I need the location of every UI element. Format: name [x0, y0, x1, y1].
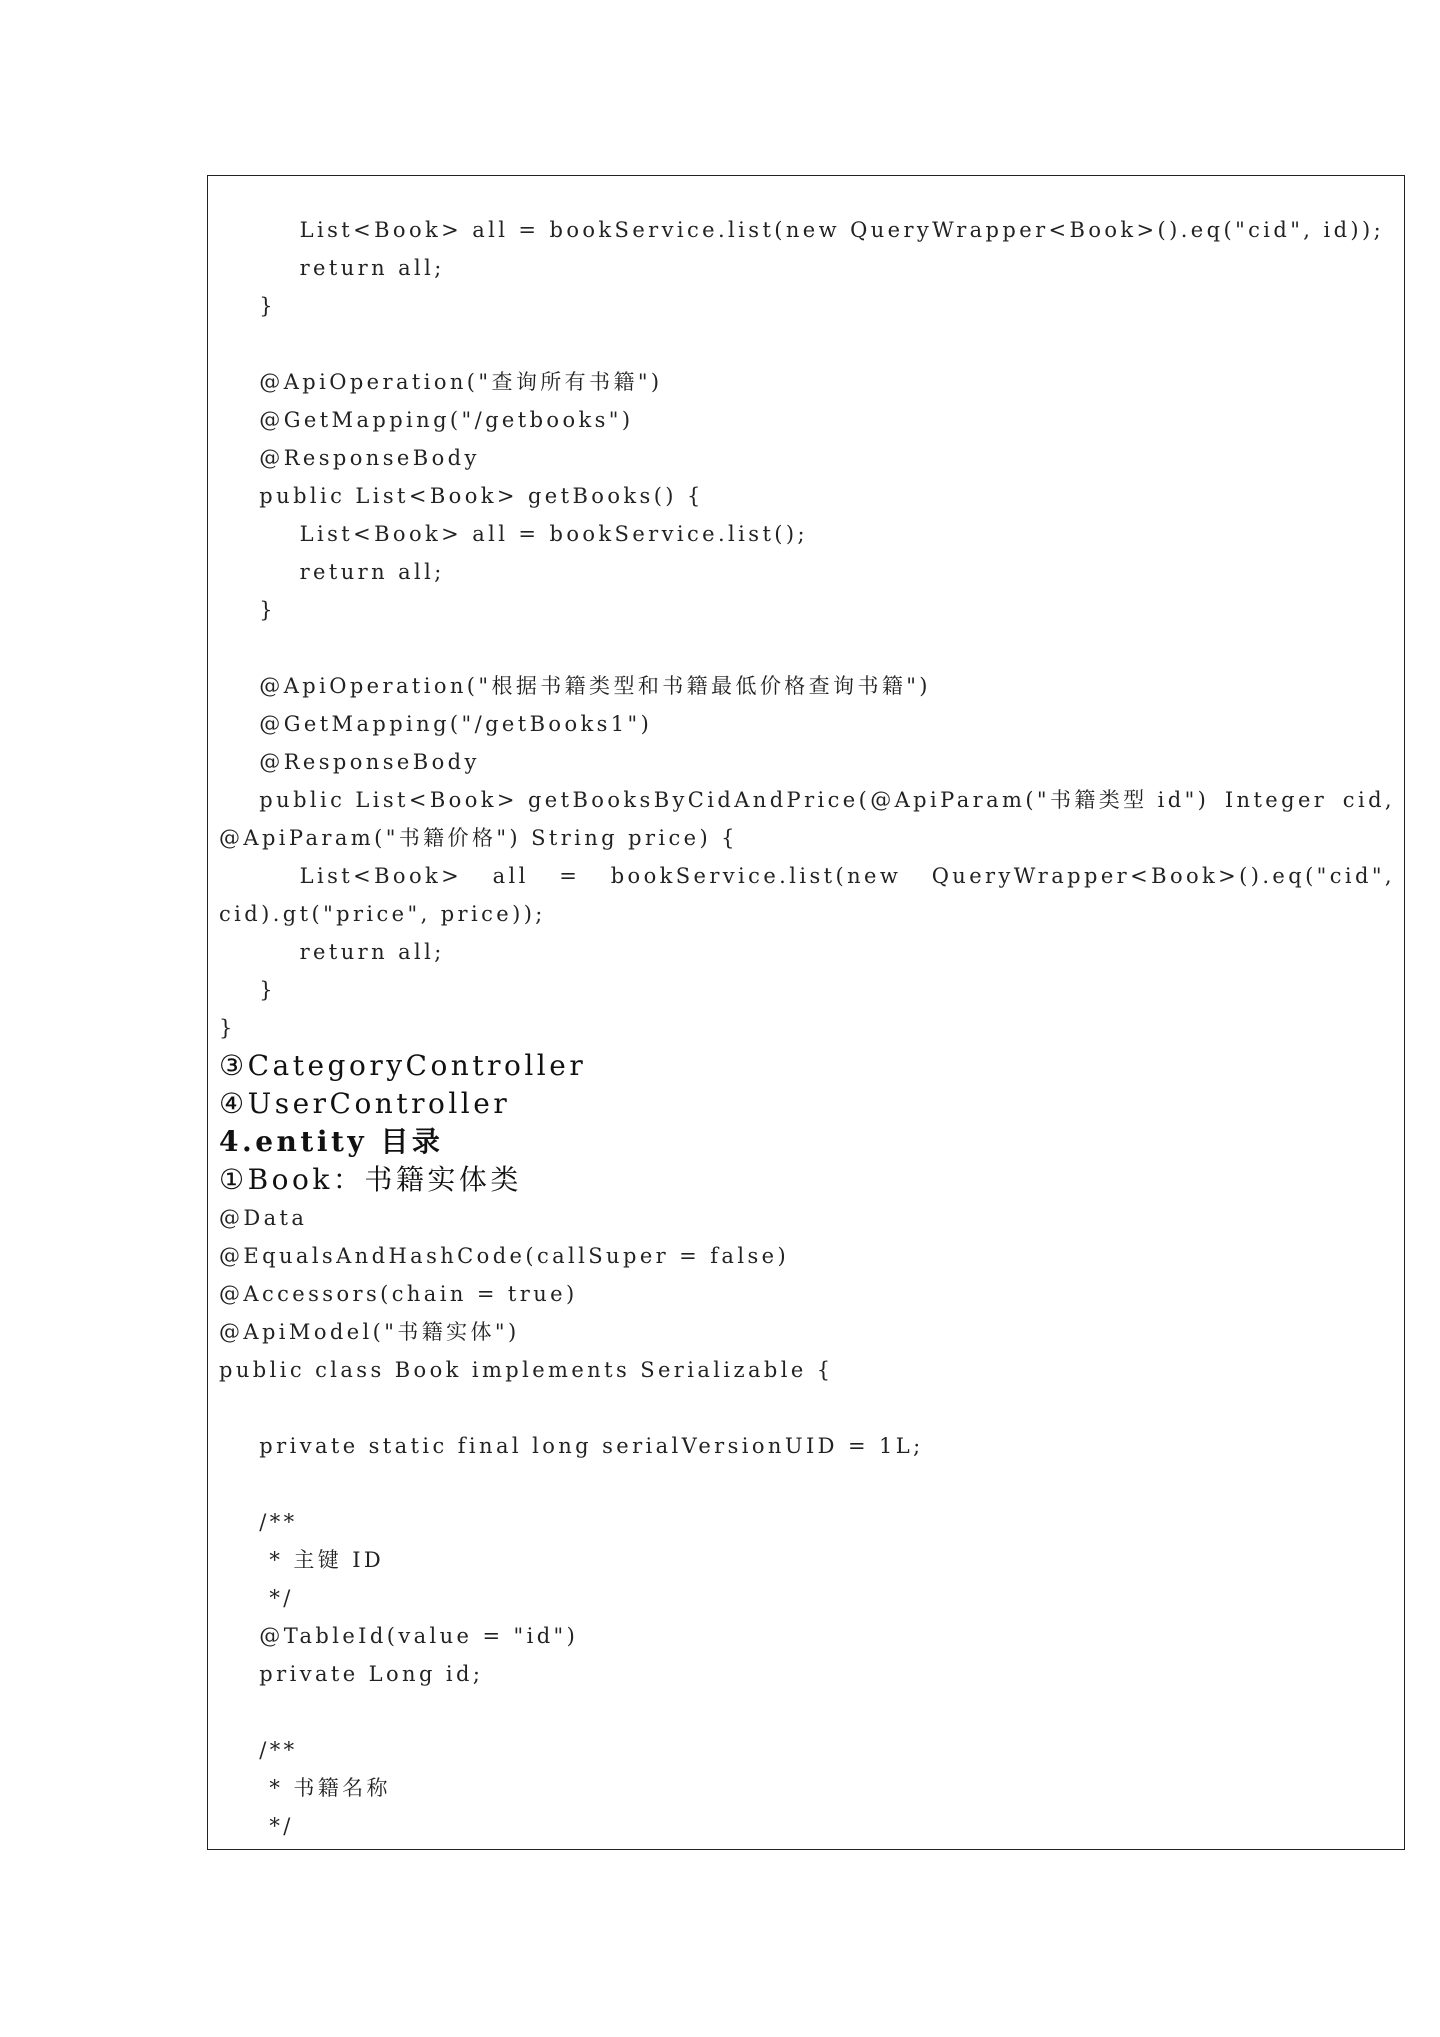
- section-heading-entity-dir: 4.entity 目录: [219, 1125, 444, 1158]
- code-line: return all;: [219, 256, 445, 280]
- section-heading-book-entity: ①Book：书籍实体类: [219, 1163, 522, 1196]
- code-line: * 主键 ID: [219, 1548, 385, 1572]
- code-line: return all;: [219, 560, 445, 584]
- code-line: @Accessors(chain = true): [219, 1282, 578, 1306]
- code-line: }: [219, 978, 277, 1002]
- code-line: /**: [219, 1510, 298, 1534]
- code-line: public class Book implements Serializable {: [219, 1358, 834, 1382]
- code-line: List<Book> all = bookService.list(new QueryWrapper<Book>().eq("cid", id));: [219, 218, 1385, 242]
- code-line: cid).gt("price", price));: [219, 902, 546, 926]
- code-line: @ApiModel("书籍实体"): [219, 1320, 520, 1344]
- code-line: [219, 629, 1395, 667]
- code-line: public List<Book> getBooks() {: [219, 484, 704, 508]
- code-line: private static final long serialVersionUID = 1L;: [219, 1434, 924, 1458]
- code-line: @ApiParam("书籍价格") String price) {: [219, 826, 738, 850]
- code-line: [219, 1465, 1395, 1503]
- code-line: @Data: [219, 1206, 308, 1230]
- code-line: @EqualsAndHashCode(callSuper = false): [219, 1244, 790, 1268]
- code-line: */: [219, 1814, 294, 1838]
- code-token: all: [492, 864, 529, 888]
- code-listing: [219, 211, 1395, 1845]
- code-token: QueryWrapper<Book>().eq("cid",: [931, 864, 1395, 888]
- code-line: [219, 1693, 1395, 1731]
- code-line: @TableId(value = "id"): [219, 1624, 579, 1648]
- code-line: @ApiOperation("查询所有书籍"): [219, 370, 663, 394]
- code-line: /**: [219, 1738, 298, 1762]
- code-line: List<Book> all = bookService.list();: [219, 522, 808, 546]
- code-line: @ApiOperation("根据书籍类型和书籍最低价格查询书籍"): [219, 674, 931, 698]
- code-token: bookService.list(new: [610, 864, 902, 888]
- code-token: List<Book>: [219, 864, 463, 888]
- code-line: @ResponseBody: [219, 750, 480, 774]
- code-line: [219, 325, 1395, 363]
- code-token: cid,: [1342, 788, 1395, 812]
- code-line: return all;: [219, 940, 445, 964]
- code-line: @GetMapping("/getBooks1"): [219, 712, 653, 736]
- section-heading-category-controller: ③CategoryController: [219, 1049, 587, 1082]
- code-line: [219, 1389, 1395, 1427]
- code-line: */: [219, 1586, 294, 1610]
- code-line: private Long id;: [219, 1662, 484, 1686]
- code-line: @GetMapping("/getbooks"): [219, 408, 634, 432]
- section-heading-user-controller: ④UserController: [219, 1087, 511, 1120]
- code-line: }: [219, 1016, 236, 1040]
- code-line: }: [219, 598, 277, 622]
- code-token: Integer: [1224, 788, 1328, 812]
- code-token: =: [559, 864, 581, 888]
- code-line: @ResponseBody: [219, 446, 480, 470]
- code-line-justified: [219, 857, 1395, 895]
- code-token: public List<Book> getBooksByCidAndPrice(@ApiParam("书籍类型 id"): [219, 788, 1210, 812]
- code-line: * 书籍名称: [219, 1776, 391, 1800]
- code-line: }: [219, 294, 277, 318]
- code-line-justified: [219, 781, 1395, 819]
